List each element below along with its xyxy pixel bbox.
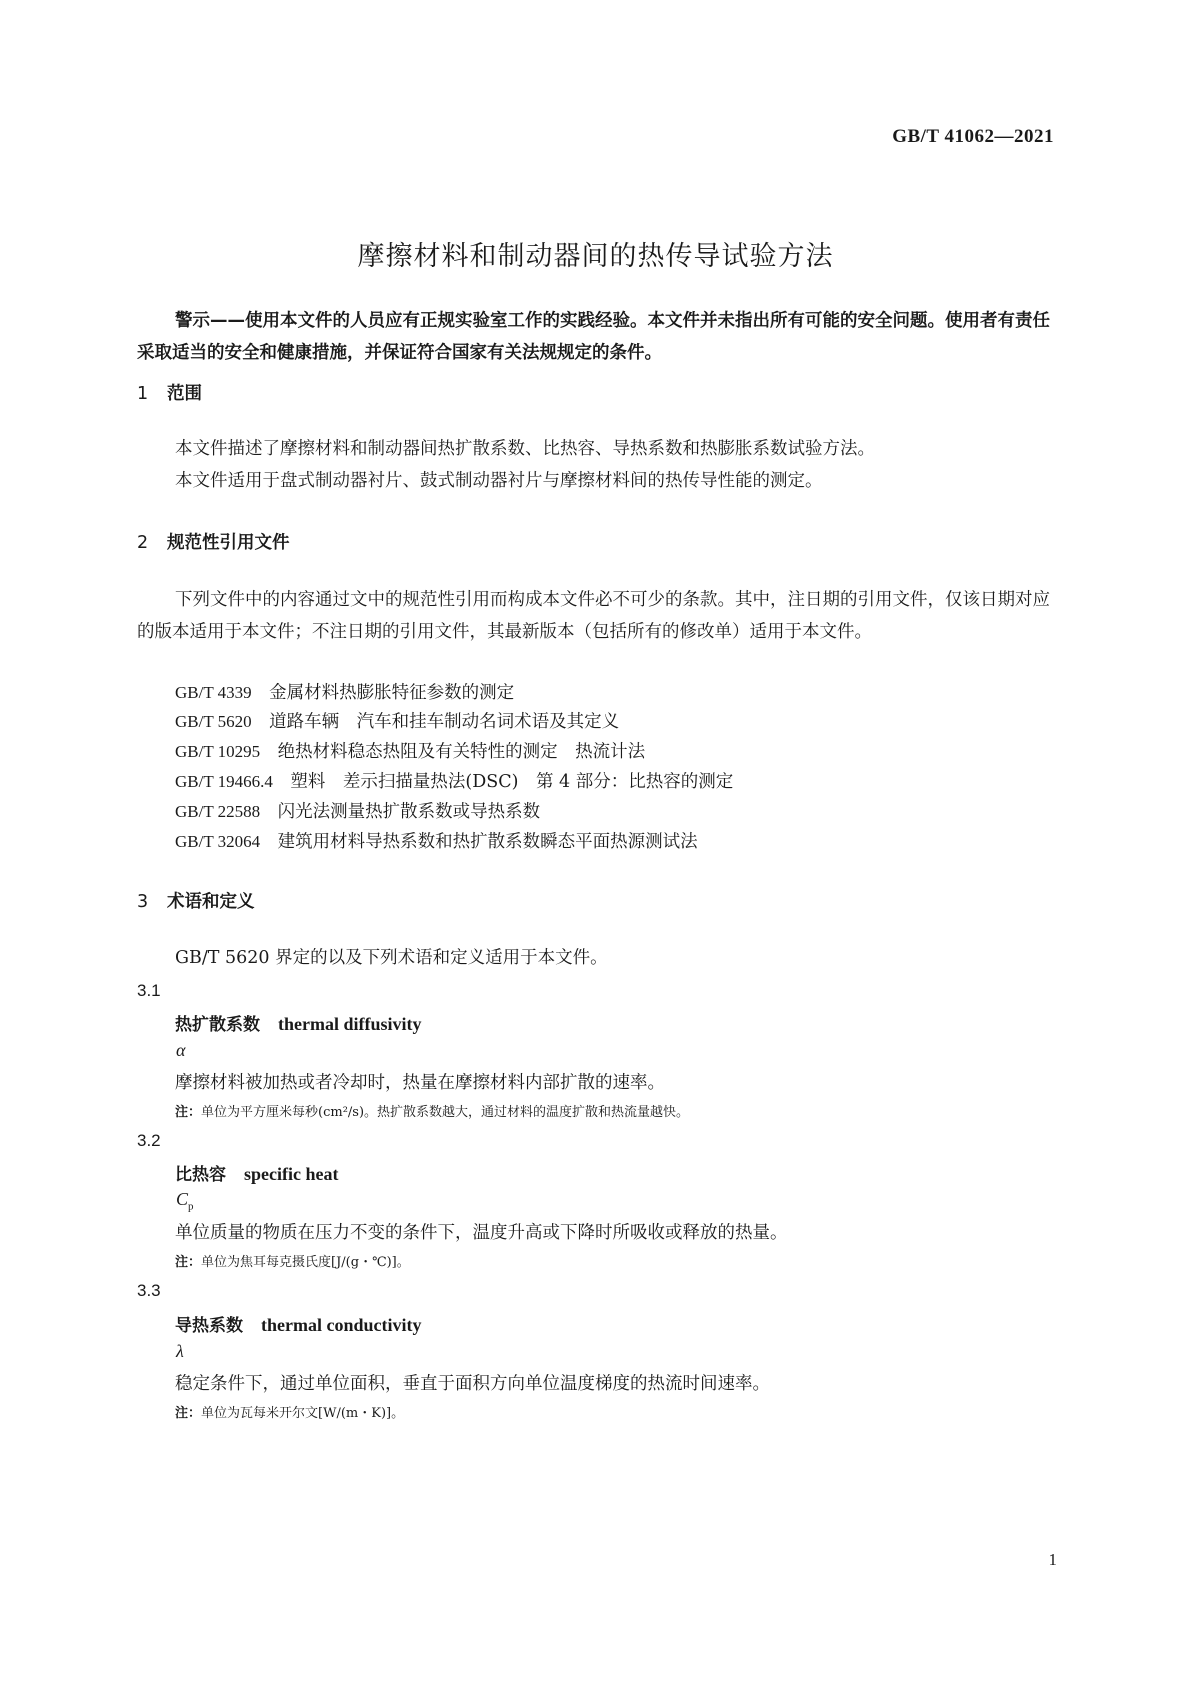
reference-title: 塑料 差示扫描量热法(DSC) 第 4 部分：比热容的测定	[290, 772, 734, 792]
reference-code: GB/T 10295	[175, 742, 261, 761]
term-definition: 单位质量的物质在压力不变的条件下，温度升高或下降时所吸收或释放的热量。	[175, 1223, 788, 1243]
reference-code: GB/T 32064	[175, 832, 261, 851]
note-label: 注：	[175, 1255, 202, 1270]
symbol-main: λ	[176, 1341, 184, 1361]
reference-code: GB/T 4339	[175, 683, 252, 702]
section-title: 术语和定义	[167, 892, 255, 912]
term-en: thermal conductivity	[261, 1315, 422, 1335]
note-label: 注：	[175, 1105, 202, 1120]
paragraph: 本文件描述了摩擦材料和制动器间热扩散系数、比热容、导热系数和热膨胀系数试验方法。	[175, 439, 875, 459]
term-zh: 比热容	[175, 1165, 226, 1185]
reference-title: 绝热材料稳态热阻及有关特性的测定 热流计法	[277, 742, 646, 762]
term-note	[175, 1101, 689, 1120]
term-number: 3.3	[137, 1281, 161, 1300]
term-zh: 导热系数	[175, 1316, 243, 1336]
reference-code: GB/T 22588	[175, 802, 261, 821]
note-text: 单位为瓦每米开尔文[W/(m・K)]。	[201, 1406, 405, 1421]
standard-code: GB/T 41062—2021	[892, 126, 1054, 147]
term-heading	[175, 1311, 421, 1336]
symbol-main: α	[176, 1040, 186, 1060]
term-en: specific heat	[244, 1164, 339, 1184]
reference-title: 金属材料热膨胀特征参数的测定	[269, 683, 515, 703]
normative-reference	[175, 768, 733, 793]
term-definition: 摩擦材料被加热或者冷却时，热量在摩擦材料内部扩散的速率。	[175, 1073, 665, 1093]
term-number: 3.2	[137, 1131, 161, 1150]
section-1-heading	[137, 380, 202, 405]
page-number: 1	[1048, 1550, 1057, 1569]
document-title: 摩擦材料和制动器间的热传导试验方法	[357, 241, 834, 272]
term-symbol	[176, 1040, 185, 1064]
section-number: 3	[137, 892, 149, 912]
normative-reference	[175, 798, 540, 823]
term-symbol	[176, 1341, 184, 1365]
term-en: thermal diffusivity	[278, 1014, 422, 1034]
symbol-subscript: p	[188, 1200, 194, 1213]
term-note	[175, 1251, 410, 1270]
note-label: 注：	[175, 1406, 202, 1421]
term-note	[175, 1402, 404, 1421]
term-heading	[175, 1160, 338, 1185]
paragraph: 本文件适用于盘式制动器衬片、鼓式制动器衬片与摩擦材料间的热传导性能的测定。	[175, 471, 823, 491]
section-2-heading	[137, 529, 290, 554]
term-symbol	[176, 1189, 194, 1213]
reference-title: 闪光法测量热扩散系数或导热系数	[277, 802, 541, 822]
paragraph: 下列文件中的内容通过文中的规范性引用而构成本文件必不可少的条款。其中，注日期的引用文件，仅该日期对应的版本适用于本文件；不注日期的引用文件，其最新版本（包括所有的修改单）适用于本文件。	[137, 590, 1050, 642]
reference-title: 道路车辆 汽车和挂车制动名词术语及其定义	[269, 712, 620, 732]
normative-reference	[175, 738, 645, 763]
safety-warning: 警示——使用本文件的人员应有正规实验室工作的实践经验。本文件并未指出所有可能的安全问题。使用者有责任采取适当的安全和健康措施，并保证符合国家有关法规规定的条件。	[137, 311, 1050, 363]
section-3-heading	[137, 888, 255, 913]
reference-title: 建筑用材料导热系数和热扩散系数瞬态平面热源测试法	[277, 832, 698, 852]
term-number: 3.1	[137, 981, 161, 1000]
note-text: 单位为焦耳每克摄氏度[J/(g・℃)]。	[201, 1255, 410, 1270]
note-text: 单位为平方厘米每秒(cm²/s)。热扩散系数越大，通过材料的温度扩散和热流量越快。	[201, 1105, 690, 1120]
term-zh: 热扩散系数	[175, 1015, 260, 1035]
reference-code: GB/T 5620	[175, 712, 252, 731]
section-title: 规范性引用文件	[167, 533, 290, 553]
normative-reference	[175, 679, 514, 704]
term-definition: 稳定条件下，通过单位面积，垂直于面积方向单位温度梯度的热流时间速率。	[175, 1374, 770, 1394]
normative-reference	[175, 708, 619, 733]
reference-code: GB/T 19466.4	[175, 772, 273, 791]
normative-reference	[175, 828, 698, 853]
section-number: 2	[137, 533, 149, 553]
section-title: 范围	[167, 384, 202, 404]
paragraph: GB/T 5620 界定的以及下列术语和定义适用于本文件。	[175, 948, 608, 968]
term-heading	[175, 1010, 422, 1035]
symbol-main: C	[176, 1189, 189, 1209]
section-number: 1	[137, 384, 149, 404]
